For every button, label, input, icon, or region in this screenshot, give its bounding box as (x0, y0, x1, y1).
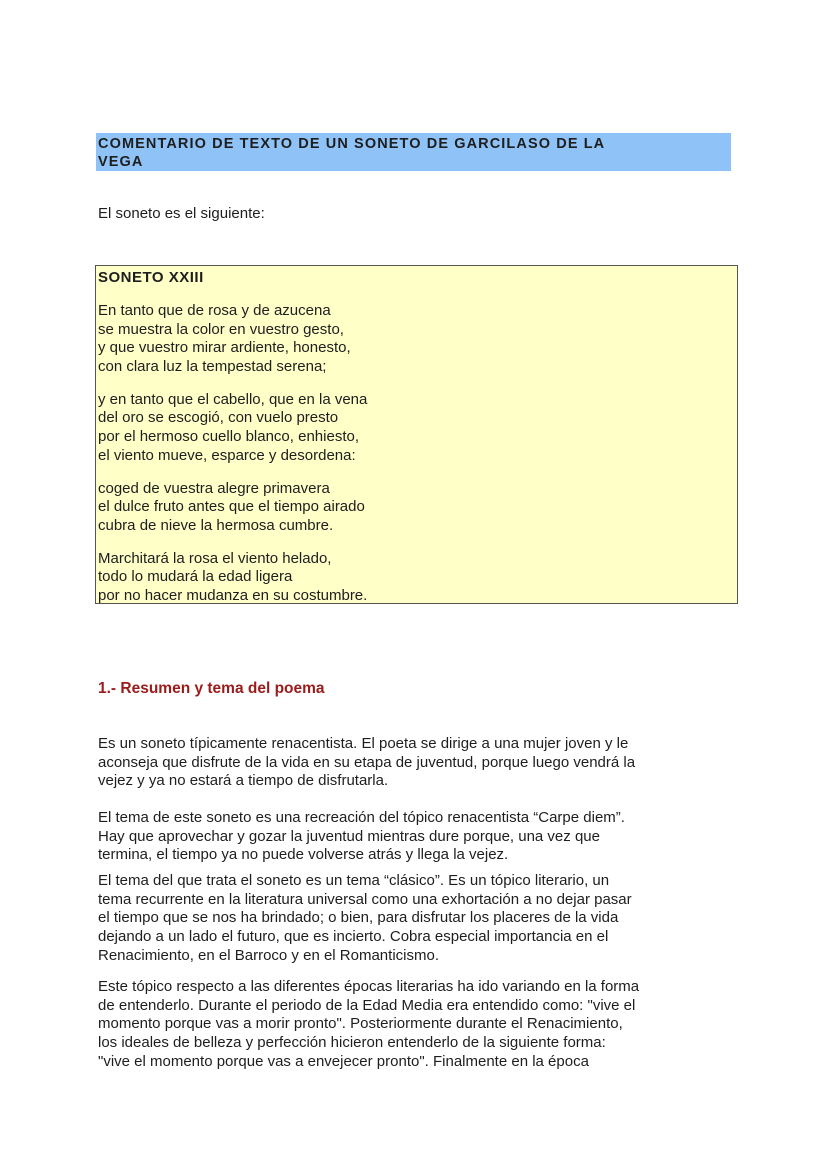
verse-line: por no hacer mudanza en su costumbre. (98, 586, 368, 604)
paragraph-line: el tiempo que se nos ha brindado; o bien, para disfrutar los placeres de la vida (98, 909, 619, 927)
title-line: COMENTARIO DE TEXTO DE UN SONETO DE GARCILASO DE LA (98, 136, 606, 152)
verse-line: En tanto que de rosa y de azucena (98, 302, 331, 319)
verse-line: el dulce fruto antes que el tiempo airado (98, 498, 365, 516)
stanza (98, 302, 735, 377)
stanza (98, 550, 735, 606)
paragraph (98, 872, 632, 965)
verse-line: y que vuestro mirar ardiente, honesto, (98, 339, 351, 357)
title-line: VEGA (98, 154, 144, 170)
intro-text (98, 205, 265, 224)
verse-line: todo lo mudará la edad ligera (98, 568, 293, 586)
paragraph-line: El tema de este soneto es una recreación del tópico renacentista “Carpe diem”. (98, 809, 625, 826)
intro-line: El soneto es el siguiente: (98, 205, 265, 222)
paragraph-line: Este tópico respecto a las diferentes épocas literarias ha ido variando en la forma (98, 978, 640, 995)
document-title (96, 133, 731, 171)
paragraph (98, 809, 625, 865)
paragraph-line: vejez y ya no estará a tiempo de disfrutarla. (98, 772, 389, 790)
verse-line: el viento mueve, esparce y desordena: (98, 446, 356, 464)
paragraph-line: momento porque vas a morir pronto". Posteriormente durante el Renacimiento, (98, 1015, 623, 1033)
section-heading-text: 1.- Resumen y tema del poema (98, 680, 325, 697)
paragraph-line: termina, el tiempo ya no puede volverse atrás y llega la vejez. (98, 846, 509, 864)
paragraph-line: "vive el momento porque vas a envejecer pronto". Finalmente en la época (98, 1052, 589, 1070)
paragraph-line: de entenderlo. Durante el periodo de la Edad Media era entendido como: "vive el (98, 996, 636, 1014)
verse-line: con clara luz la tempestad serena; (98, 358, 327, 376)
verse-line: cubra de nieve la hermosa cumbre. (98, 516, 334, 534)
verse-line: Marchitará la rosa el viento helado, (98, 549, 332, 567)
sonnet-stanzas (98, 302, 735, 606)
paragraph-line: Hay que aprovechar y gozar la juventud mientras dure porque, una vez que (98, 827, 600, 845)
paragraph-line: los ideales de belleza y perfección hicieron entenderlo de la siguiente forma: (98, 1034, 606, 1052)
sonnet-title: SONETO XXIII (98, 269, 204, 286)
paragraph (98, 735, 635, 791)
verse-line: del oro se escogió, con vuelo presto (98, 409, 339, 427)
section-heading (98, 680, 325, 699)
paragraph (98, 978, 639, 1071)
paragraph-line: aconseja que disfrute de la vida en su etapa de juventud, porque luego vendrá la (98, 753, 636, 771)
sonnet-box (95, 265, 738, 604)
verse-line: coged de vuestra alegre primavera (98, 479, 330, 497)
paragraph-line: Renacimiento, en el Barroco y en el Romanticismo. (98, 946, 439, 964)
verse-line: por el hermoso cuello blanco, enhiesto, (98, 428, 359, 446)
verse-line: se muestra la color en vuestro gesto, (98, 320, 344, 338)
paragraph-line: Es un soneto típicamente renacentista. El poeta se dirige a una mujer joven y le (98, 735, 629, 752)
paragraph-line: El tema del que trata el soneto es un tema “clásico”. Es un tópico literario, un (98, 872, 610, 889)
paragraph-line: tema recurrente en la literatura universal como una exhortación a no dejar pasar (98, 890, 632, 908)
paragraph-line: dejando a un lado el futuro, que es incierto. Cobra especial importancia en el (98, 928, 609, 946)
stanza (98, 391, 735, 466)
verse-line: y en tanto que el cabello, que en la vena (98, 390, 368, 408)
stanza (98, 480, 735, 536)
